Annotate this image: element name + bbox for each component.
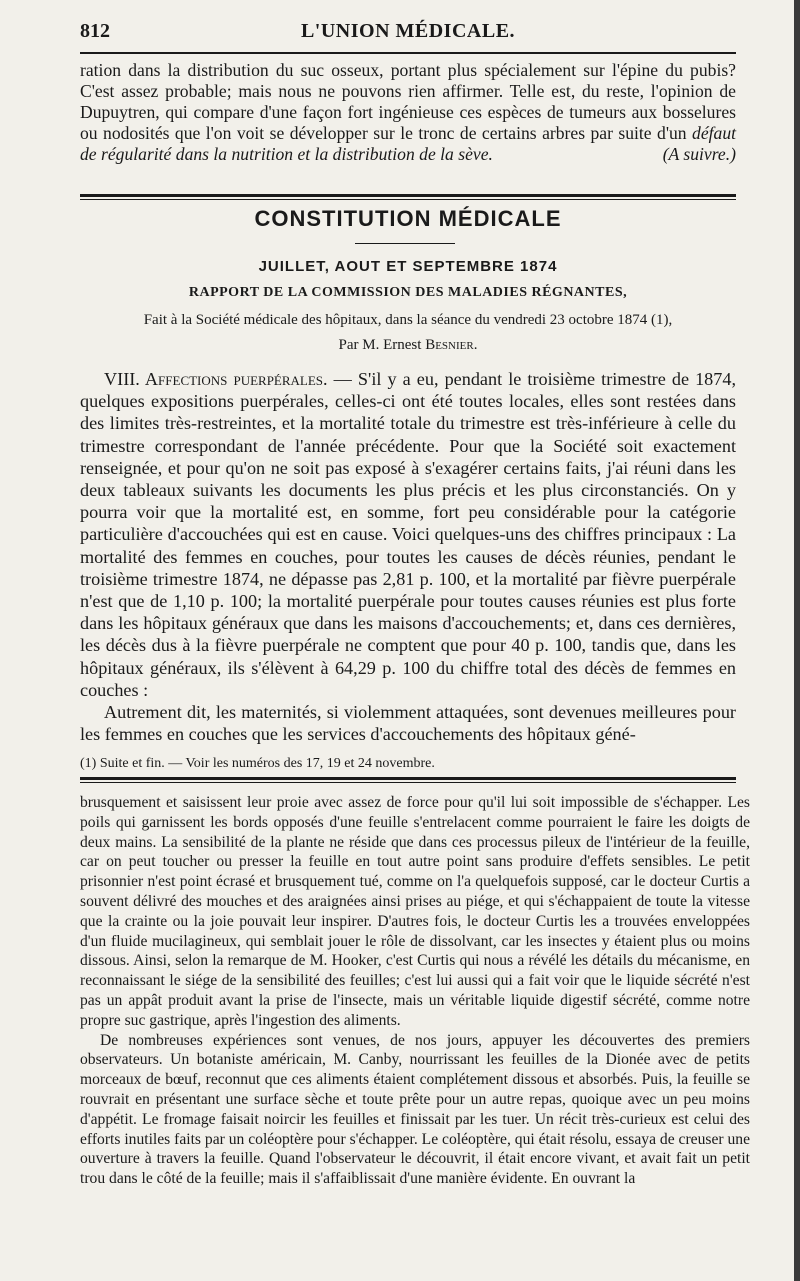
journal-title: L'UNION MÉDICALE.: [300, 20, 516, 42]
continuation-paragraph: [80, 60, 736, 165]
header-rule: [80, 52, 736, 54]
page-number: 812: [80, 20, 110, 42]
article-paragraph: [80, 368, 736, 701]
report-context: Fait à la Société médicale des hôpitaux, dans la séance du vendredi 23 octobre 1874 (1),: [143, 312, 673, 328]
continuation-italic: défaut de régularité dans la nutrition et la distribution de la sève.: [80, 123, 737, 164]
author-prefix: Par M. Ernest: [338, 337, 422, 353]
feuilleton-paragraph: De nombreuses expériences sont venues, de nos jours, appuyer les découvertes des premiers observateurs. Un botaniste américain, M. Canby, nourrissant les feuilles de la Dionée avec de petits morceaux de bœuf, reconnut que ces aliments étaient complétement dissous et absorbés. Puis, la feuille se rouvrait en présentant une surface sèche et toute prête pour un autre repas, quoique avec un peu moins d'appétit. Le fromage faisait noircir les feuilles et finissait par les tuer. Un récit très-curieux est celui des efforts inutiles faits par un coléoptère pour s'échapper. Le coléoptère, qui était résolu, essaya de creuser une ouverture à travers la feuille. Quand l'observateur le découvrit, il était encore vivant, et avait fait un petit trou dans le côté de la feuille; mais il s'affaiblissait d'une manière évidente. En ouvrant la: [80, 1031, 750, 1188]
article-body: [80, 368, 736, 745]
article-paragraph: Autrement dit, les maternités, si violemment attaquées, sont devenues meilleures pour les femmes en couches que les services d'accouchements des hôpitaux géné-: [80, 702, 736, 745]
to-be-continued: (A suivre.): [662, 144, 736, 164]
feuilleton-rule-bottom: [80, 782, 736, 783]
feuilleton-paragraph: brusquement et saisissent leur proie avec assez de force pour qu'il lui soit impossible de s'échapper. Les poils qui garnissent les bords opposés d'une feuille s'entrelacent comme pourraient le faire les doigts de deux mains. La sensibilité de la plante ne réside que dans ces processus pileux de l'intérieur de la feuille, car on peut toucher ou presser la feuille en tout autre point sans produire d'effets sensibles. Le petit prisonnier n'est point écrasé et brusquement tué, comme on l'a quelquefois supposé, car le docteur Curtis a souvent délivré des mouches et des araignées ainsi prises au piége, et qui s'échappaient de toute la vitesse que la crainte ou la joie pouvait leur inspirer. D'autres fois, le docteur Curtis les a trouvées enveloppées d'un fluide mucilagineux, qui semblait jouer le rôle de dissolvant, car les insectes y étaient plus ou moins dissous. Ainsi, selon la remarque de M. Hooker, c'est Curtis qui nous a révélé les détails du mécanisme, en reconnaissant le siége de la sensibilité des feuilles; c'est lui aussi qui a fait voir que le liquide sécrété n'est pas un appât produit avant la prise de l'insecte, mais un véritable liquide digestif sécrété, comme notre propre suc gastrique, après l'ingestion des aliments.: [80, 794, 750, 1029]
author-line: [80, 337, 736, 354]
author-name: Besnier.: [425, 337, 478, 353]
footnote: (1) Suite et fin. — Voir les numéros des 17, 19 et 24 novembre.: [80, 756, 435, 771]
page-edge-shadow: [794, 0, 800, 1281]
section-subtitle: JUILLET, AOUT ET SEPTEMBRE 1874: [258, 258, 558, 275]
page-header: [80, 18, 736, 48]
section-rule-top: [80, 194, 736, 197]
subsection-heading: VIII. Affections puerpérales.: [104, 369, 328, 389]
section-rule-bottom: [80, 199, 736, 200]
continuation-text: ration dans la distribution du suc osseux, portant plus spécialement sur l'épine du pubis? C'est assez probable; mais nous ne pouvons rien affirmer. Telle est, du reste, l'opinion de Dupuytren, qui compare d'une façon fort ingénieuse ces espèces de tumeurs aux bosselures ou nodosités que l'on voit se développer sur le tronc de certains arbres par suite d'un: [80, 60, 736, 143]
section-title: CONSTITUTION MÉDICALE: [254, 206, 562, 231]
title-underline: [355, 243, 455, 244]
feuilleton-rule-top: [80, 777, 736, 780]
feuilleton-column: [80, 793, 750, 1189]
report-heading: RAPPORT DE LA COMMISSION DES MALADIES RÉGNANTES,: [188, 285, 628, 300]
paragraph-text: — S'il y a eu, pendant le troisième trimestre de 1874, quelques expositions puerpérales, celles-ci ont été toutes locales, elles sont restées dans des limites très-restreintes, et la mortalité totale du trimestre est très-inférieure à celle du trimestre correspondant de l'année précédente. Pour que la Société soit exactement renseignée, et pour qu'on ne soit pas exposé à s'exagérer certains faits, j'ai réuni dans les deux tableaux suivants les documents les plus précis et les plus circonstanciés. On y pourra voir que la mortalité est, en somme, fort peu considérable pour la catégorie particulière d'accouchées qui est en cause. Voici quelques-uns des chiffres principaux : La mortalité des femmes en couches, pour toutes les causes de décès réunies, pendant le troisième trimestre 1874, ne dépasse pas 2,81 p. 100, et la mortalité par fièvre puerpérale n'est que de 1,10 p. 100; la mortalité puerpérale pour toutes causes réunies est plus forte dans les hôpitaux généraux que dans les maisons d'accouchements; et, dans ces dernières, les décès dus à la fièvre puerpérale ne comptent que pour 40 p. 100, tandis que, dans les hôpitaux généraux, ils s'élèvent à 64,29 p. 100 du chiffre total des décès de femmes en couches :: [80, 369, 737, 700]
